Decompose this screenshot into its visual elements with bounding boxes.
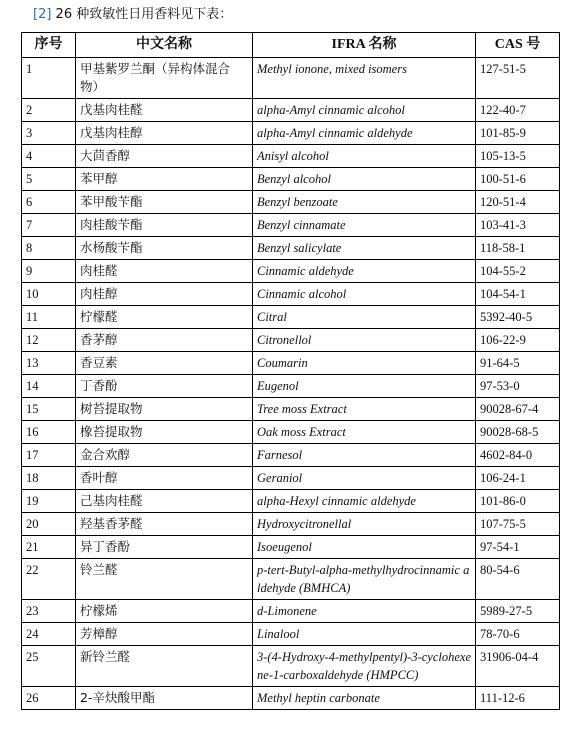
cas-number-cell: 5392-40-5: [476, 306, 560, 329]
cas-number-cell: 111-12-6: [476, 687, 560, 710]
cas-number-cell: 90028-67-4: [476, 398, 560, 421]
ifra-name-cell: Methyl heptin carbonate: [253, 687, 476, 710]
cas-number-cell: 101-86-0: [476, 490, 560, 513]
chinese-name-cell: 香豆素: [76, 352, 253, 375]
ifra-name-cell: p-tert-Butyl-alpha-methylhydrocinnamic aldehyde (BMHCA): [253, 559, 476, 600]
ifra-name-cell: Farnesol: [253, 444, 476, 467]
chinese-name-cell: 树苔提取物: [76, 398, 253, 421]
row-number: 4: [22, 145, 76, 168]
table-header-row: [22, 33, 560, 58]
table-row: [22, 623, 560, 646]
row-number: 12: [22, 329, 76, 352]
ifra-name-cell: Cinnamic aldehyde: [253, 260, 476, 283]
row-number: 3: [22, 122, 76, 145]
cas-number-cell: 4602-84-0: [476, 444, 560, 467]
table-row: [22, 168, 560, 191]
table-row: [22, 122, 560, 145]
row-number: 2: [22, 99, 76, 122]
cas-number-cell: 97-53-0: [476, 375, 560, 398]
cas-number-cell: 5989-27-5: [476, 600, 560, 623]
cas-number-cell: 97-54-1: [476, 536, 560, 559]
chinese-name-cell: 肉桂酸苄酯: [76, 214, 253, 237]
ifra-name-cell: Methyl ionone, mixed isomers: [253, 58, 476, 99]
ifra-name-cell: Geraniol: [253, 467, 476, 490]
ifra-name-cell: Benzyl alcohol: [253, 168, 476, 191]
chinese-name-cell: 己基肉桂醛: [76, 490, 253, 513]
table-row: [22, 421, 560, 444]
cas-number-cell: 101-85-9: [476, 122, 560, 145]
cas-number-cell: 122-40-7: [476, 99, 560, 122]
row-number: 22: [22, 559, 76, 600]
ifra-name-cell: Benzyl salicylate: [253, 237, 476, 260]
cas-number-cell: 104-54-1: [476, 283, 560, 306]
ifra-name-cell: Oak moss Extract: [253, 421, 476, 444]
ifra-name-cell: d-Limonene: [253, 600, 476, 623]
table-row: [22, 687, 560, 710]
row-number: 15: [22, 398, 76, 421]
fragrance-allergen-table: [21, 32, 560, 710]
ifra-name-cell: Citronellol: [253, 329, 476, 352]
table-row: [22, 99, 560, 122]
cas-number-cell: 106-24-1: [476, 467, 560, 490]
cas-number-cell: 106-22-9: [476, 329, 560, 352]
header-cas-number: CAS 号: [476, 33, 560, 58]
table-row: [22, 214, 560, 237]
table-row: [22, 58, 560, 99]
chinese-name-cell: 铃兰醛: [76, 559, 253, 600]
chinese-name-cell: 芳樟醇: [76, 623, 253, 646]
ifra-name-cell: Hydroxycitronellal: [253, 513, 476, 536]
chinese-name-cell: 新铃兰醛: [76, 646, 253, 687]
table-row: [22, 283, 560, 306]
row-number: 18: [22, 467, 76, 490]
chinese-name-cell: 戊基肉桂醛: [76, 99, 253, 122]
ifra-name-cell: alpha-Hexyl cinnamic aldehyde: [253, 490, 476, 513]
chinese-name-cell: 金合欢醇: [76, 444, 253, 467]
table-row: [22, 600, 560, 623]
chinese-name-cell: 2-辛炔酸甲酯: [76, 687, 253, 710]
chinese-name-cell: 甲基紫罗兰酮（异构体混合物）: [76, 58, 253, 99]
cas-number-cell: 104-55-2: [476, 260, 560, 283]
cas-number-cell: 120-51-4: [476, 191, 560, 214]
ifra-name-cell: Isoeugenol: [253, 536, 476, 559]
chinese-name-cell: 丁香酚: [76, 375, 253, 398]
row-number: 24: [22, 623, 76, 646]
table-row: [22, 329, 560, 352]
ifra-name-cell: Coumarin: [253, 352, 476, 375]
chinese-name-cell: 肉桂醇: [76, 283, 253, 306]
header-chinese-name: 中文名称: [76, 33, 253, 58]
table-row: [22, 646, 560, 687]
caption-text: 26 种致敏性日用香料见下表：: [51, 7, 233, 22]
chinese-name-cell: 柠檬醛: [76, 306, 253, 329]
table-row: [22, 237, 560, 260]
row-number: 25: [22, 646, 76, 687]
row-number: 8: [22, 237, 76, 260]
table-row: [22, 444, 560, 467]
cas-number-cell: 80-54-6: [476, 559, 560, 600]
table-row: [22, 260, 560, 283]
ifra-name-cell: Tree moss Extract: [253, 398, 476, 421]
row-number: 16: [22, 421, 76, 444]
header-number: 序号: [22, 33, 76, 58]
table-body: [22, 58, 560, 710]
ifra-name-cell: alpha-Amyl cinnamic alcohol: [253, 99, 476, 122]
row-number: 21: [22, 536, 76, 559]
table-caption: [33, 6, 232, 24]
chinese-name-cell: 大茴香醇: [76, 145, 253, 168]
cas-number-cell: 105-13-5: [476, 145, 560, 168]
chinese-name-cell: 戊基肉桂醇: [76, 122, 253, 145]
table-row: [22, 306, 560, 329]
cas-number-cell: 90028-68-5: [476, 421, 560, 444]
chinese-name-cell: 苯甲醇: [76, 168, 253, 191]
cas-number-cell: 107-75-5: [476, 513, 560, 536]
ifra-name-cell: 3-(4-Hydroxy-4-methylpentyl)-3-cyclohexene-1-carboxaldehyde (HMPCC): [253, 646, 476, 687]
table-row: [22, 559, 560, 600]
cas-number-cell: 91-64-5: [476, 352, 560, 375]
chinese-name-cell: 香叶醇: [76, 467, 253, 490]
ifra-name-cell: Citral: [253, 306, 476, 329]
ifra-name-cell: Eugenol: [253, 375, 476, 398]
row-number: 5: [22, 168, 76, 191]
chinese-name-cell: 苯甲酸苄酯: [76, 191, 253, 214]
table-row: [22, 398, 560, 421]
ifra-name-cell: Linalool: [253, 623, 476, 646]
row-number: 13: [22, 352, 76, 375]
chinese-name-cell: 水杨酸苄酯: [76, 237, 253, 260]
row-number: 23: [22, 600, 76, 623]
header-ifra-name: IFRA 名称: [253, 33, 476, 58]
row-number: 1: [22, 58, 76, 99]
ifra-name-cell: Benzyl cinnamate: [253, 214, 476, 237]
row-number: 26: [22, 687, 76, 710]
table-row: [22, 375, 560, 398]
ifra-name-cell: Anisyl alcohol: [253, 145, 476, 168]
row-number: 11: [22, 306, 76, 329]
chinese-name-cell: 异丁香酚: [76, 536, 253, 559]
cas-number-cell: 78-70-6: [476, 623, 560, 646]
row-number: 20: [22, 513, 76, 536]
table-row: [22, 513, 560, 536]
row-number: 6: [22, 191, 76, 214]
chinese-name-cell: 肉桂醛: [76, 260, 253, 283]
cas-number-cell: 31906-04-4: [476, 646, 560, 687]
chinese-name-cell: 香茅醇: [76, 329, 253, 352]
cas-number-cell: 100-51-6: [476, 168, 560, 191]
chinese-name-cell: 橡苔提取物: [76, 421, 253, 444]
table-row: [22, 145, 560, 168]
chinese-name-cell: 柠檬烯: [76, 600, 253, 623]
ifra-name-cell: alpha-Amyl cinnamic aldehyde: [253, 122, 476, 145]
row-number: 19: [22, 490, 76, 513]
table-row: [22, 191, 560, 214]
row-number: 7: [22, 214, 76, 237]
ifra-name-cell: Cinnamic alcohol: [253, 283, 476, 306]
cas-number-cell: 127-51-5: [476, 58, 560, 99]
table-row: [22, 352, 560, 375]
table-row: [22, 467, 560, 490]
reference-link[interactable]: [2]: [33, 7, 52, 22]
cas-number-cell: 118-58-1: [476, 237, 560, 260]
row-number: 14: [22, 375, 76, 398]
chinese-name-cell: 羟基香茅醛: [76, 513, 253, 536]
table-row: [22, 490, 560, 513]
row-number: 10: [22, 283, 76, 306]
ifra-name-cell: Benzyl benzoate: [253, 191, 476, 214]
row-number: 17: [22, 444, 76, 467]
table-row: [22, 536, 560, 559]
cas-number-cell: 103-41-3: [476, 214, 560, 237]
row-number: 9: [22, 260, 76, 283]
